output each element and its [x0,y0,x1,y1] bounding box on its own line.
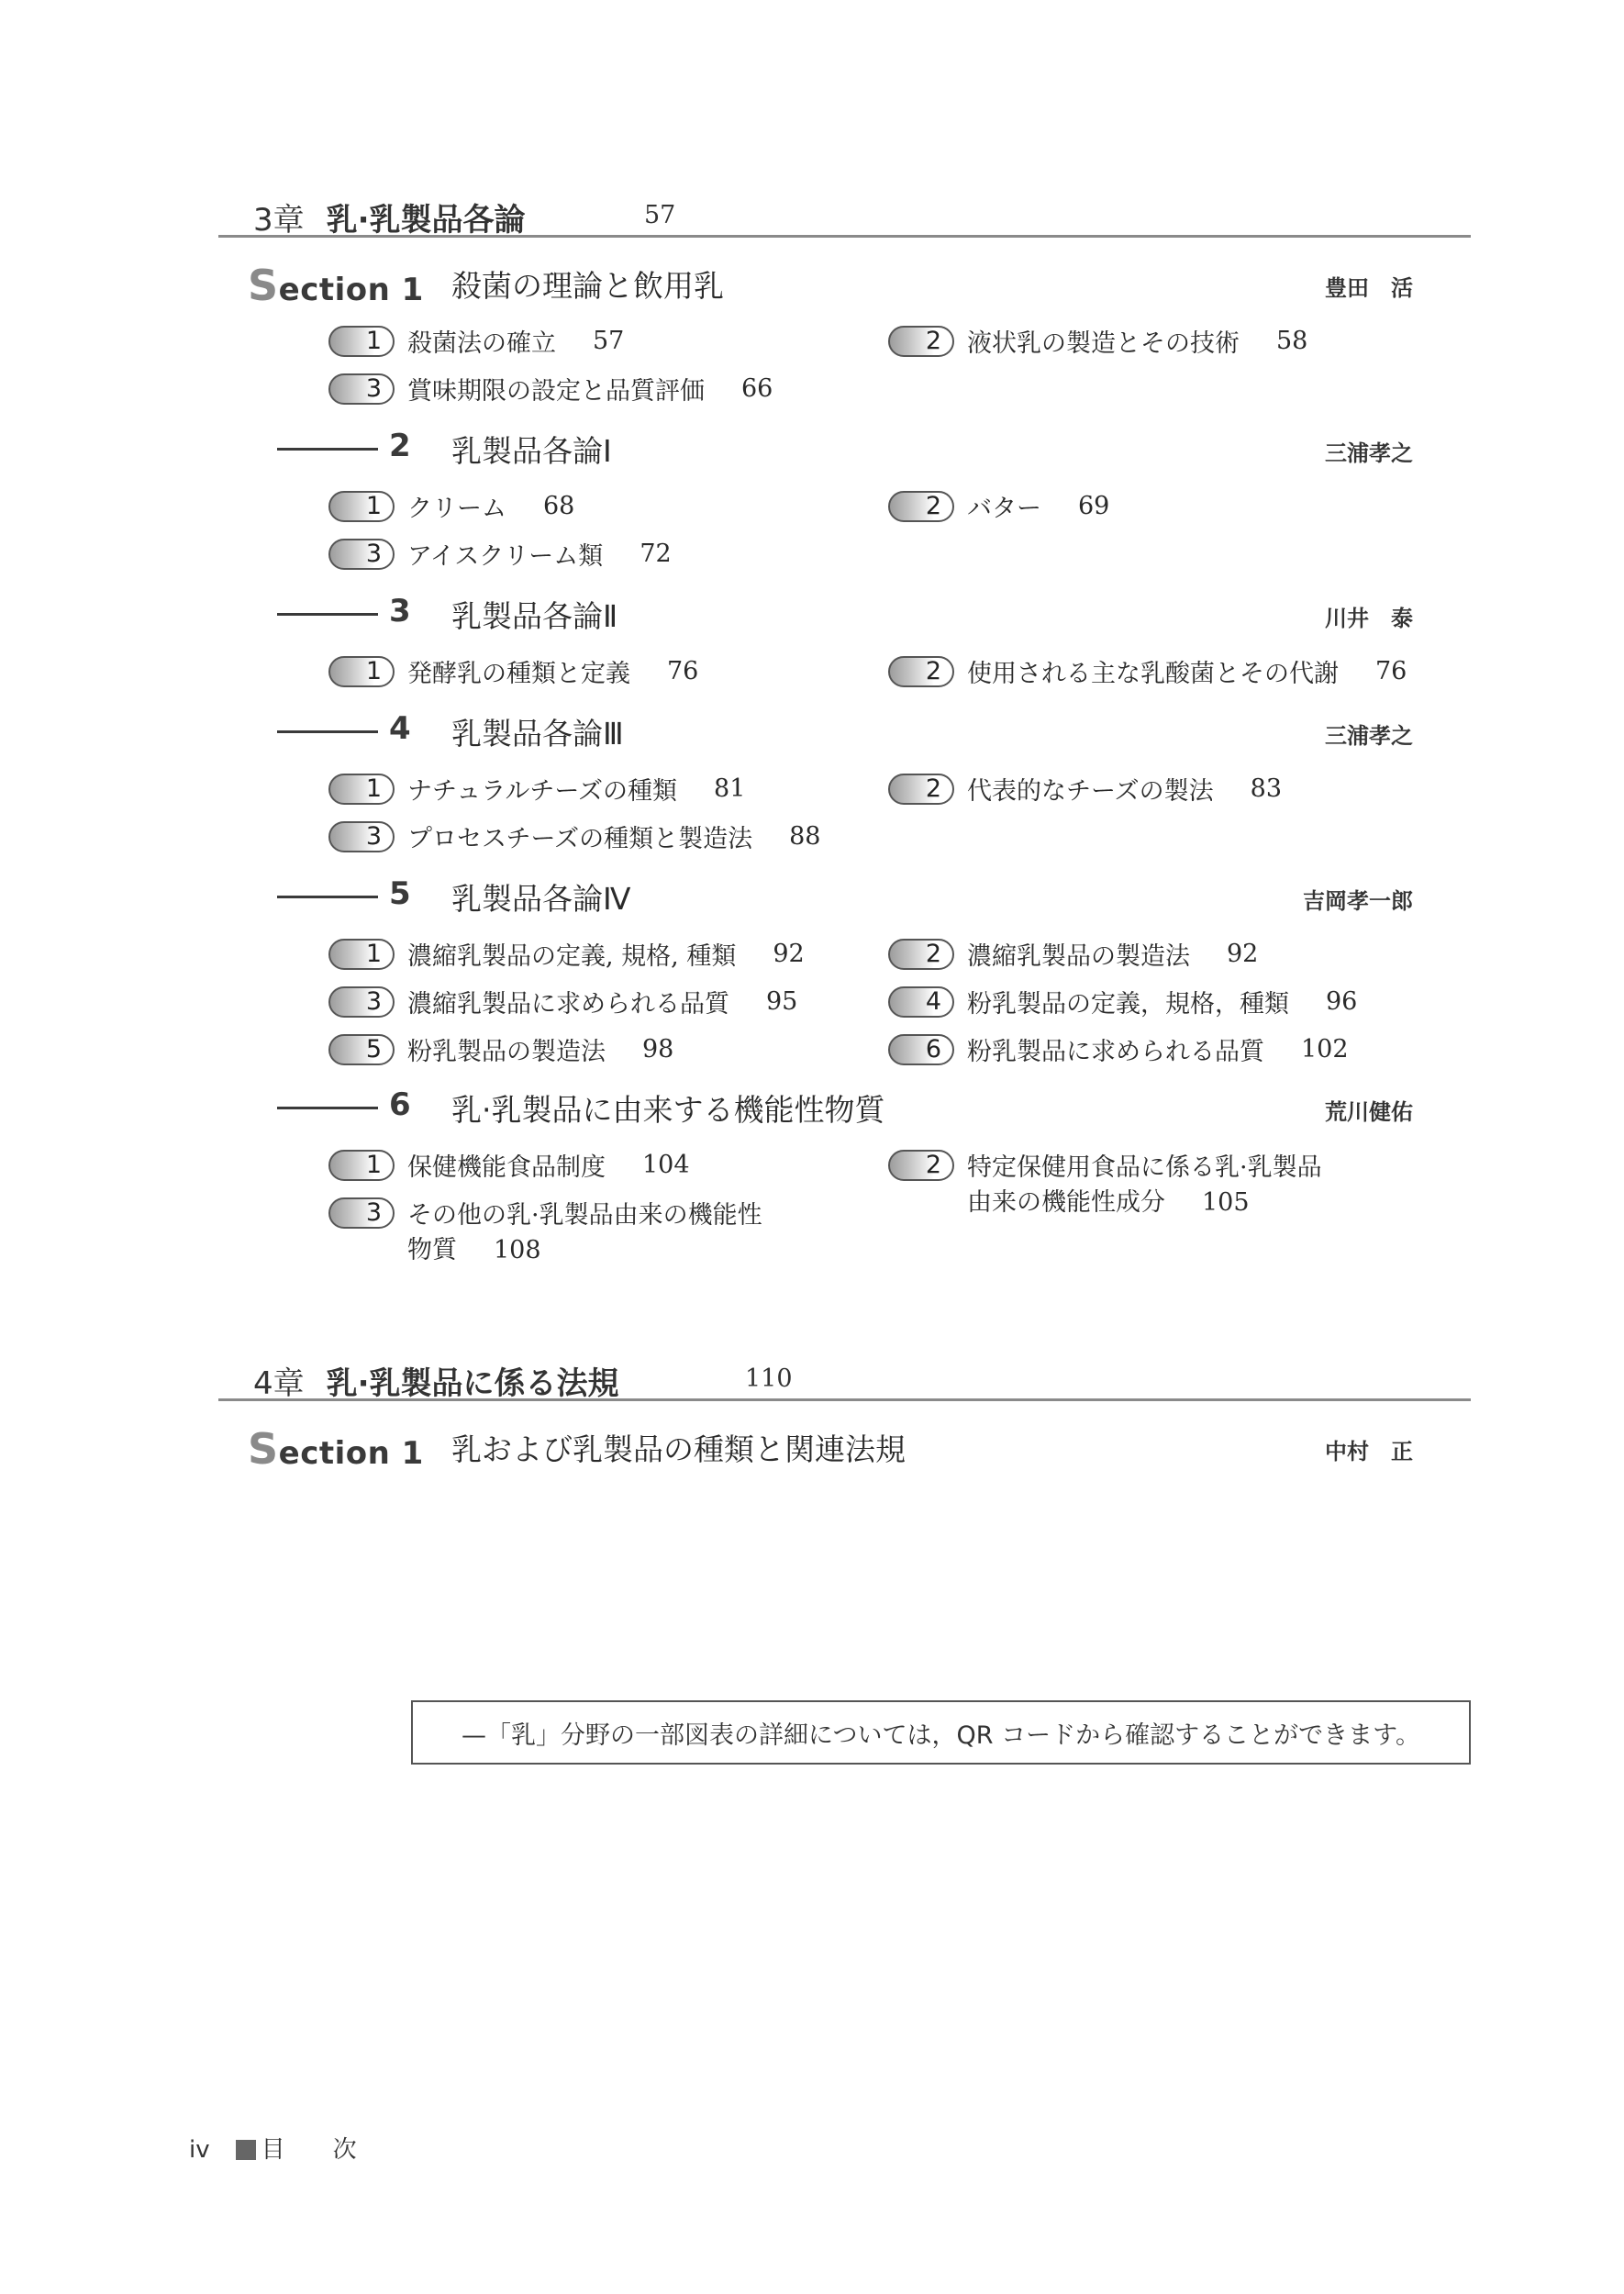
toc-item[interactable] [328,1195,762,1231]
section-author: 三浦孝之 [1325,723,1413,749]
toc-item[interactable] [328,936,805,972]
toc-item[interactable] [888,984,1357,1019]
item-page: 92 [1227,940,1259,968]
item-page: 105 [1202,1188,1250,1217]
item-title: 濃縮乳製品の定義, 規格, 種類 [407,942,737,971]
toc-item[interactable] [888,653,1407,689]
item-number-badge: 2 [888,774,954,805]
toc-item[interactable] [888,1031,1349,1067]
toc-item[interactable] [888,771,1282,807]
item-page: 83 [1250,774,1283,803]
item-number-badge: 1 [328,656,395,687]
item-title: バター [967,495,1041,523]
chapter-3-heading [253,195,526,239]
item-number-badge: 3 [328,539,395,570]
item-title-line2: 由来の機能性成分 [967,1188,1165,1217]
item-page: 108 [494,1236,541,1264]
item-number-badge: 1 [328,939,395,970]
section-author: 川井 泰 [1325,606,1413,631]
item-page: 95 [766,987,798,1016]
section-author: 中村 正 [1325,1439,1413,1464]
item-number-badge: 2 [888,326,954,357]
section-number: 5 [389,875,411,912]
item-title: 粉乳製品に求められる品質 [967,1038,1264,1066]
chapter-title: 乳·乳製品各論 [326,202,526,239]
section-number: 4 [389,710,411,747]
qr-note-text: —「乳」分野の一部図表の詳細については，QR コードから確認することができます。 [462,1720,1420,1750]
toc-item[interactable] [328,1147,690,1183]
item-title: 使用される主な乳酸菌とその代謝 [967,660,1339,688]
item-number-badge: 5 [328,1034,395,1065]
item-number-badge: 4 [888,986,954,1018]
item-number-badge: 1 [328,491,395,522]
toc-item[interactable] [328,771,745,807]
item-title: アイスクリーム類 [407,542,604,571]
item-number-badge: 2 [888,491,954,522]
item-title: ナチュラルチーズの種類 [407,777,678,806]
section-title[interactable]: 乳製品各論Ⅰ [451,433,612,469]
section-dash [277,613,378,616]
item-title: 殺菌法の確立 [407,329,556,358]
toc-item[interactable] [328,1031,673,1067]
toc-item[interactable] [888,936,1258,972]
toc-item[interactable] [328,984,797,1019]
toc-item[interactable] [328,818,820,854]
item-title-continued [407,1230,541,1265]
item-page: 69 [1078,492,1110,520]
item-page: 81 [714,774,746,803]
chapter-4-heading [253,1358,619,1403]
section-number: 2 [389,428,411,464]
item-number-badge: 1 [328,1150,395,1181]
item-title: 濃縮乳製品に求められる品質 [407,990,729,1019]
section-dash [277,448,378,451]
item-title: 粉乳製品の定義，規格，種類 [967,990,1289,1019]
item-title: その他の乳·乳製品由来の機能性 [407,1201,762,1230]
item-title: プロセスチーズの種類と製造法 [407,825,753,853]
item-page: 92 [773,940,805,968]
item-title-continued [967,1182,1250,1218]
item-title: クリーム [407,495,506,523]
toc-item[interactable] [888,323,1307,359]
item-title: 濃縮乳製品の製造法 [967,942,1190,971]
section-number: 3 [389,593,411,629]
item-title-line2: 物質 [407,1236,457,1264]
item-title: 液状乳の製造とその技術 [967,329,1240,358]
chapter-number: 3章 [253,202,305,239]
section-author: 荒川健佑 [1325,1099,1413,1125]
item-title: 粉乳製品の製造法 [407,1038,606,1066]
item-page: 76 [667,657,699,685]
chapter-page[interactable]: 110 [745,1364,793,1393]
section-title[interactable]: 乳製品各論Ⅲ [451,716,624,752]
section-title[interactable]: 乳·乳製品に由来する機能性物質 [451,1092,885,1128]
section-dash [277,1107,378,1109]
section-title[interactable]: 乳製品各論Ⅱ [451,598,618,634]
section-dash [277,896,378,898]
item-number-badge: 1 [328,326,395,357]
section-author: 三浦孝之 [1325,440,1413,466]
toc-item[interactable] [328,653,698,689]
item-page: 102 [1301,1035,1349,1063]
item-title: 保健機能食品制度 [407,1153,606,1182]
chapter-page[interactable]: 57 [644,201,676,229]
qr-note-box [411,1700,1471,1765]
item-page: 58 [1276,327,1308,355]
toc-item[interactable] [888,488,1109,524]
item-title: 特定保健用食品に係る乳·乳製品 [967,1153,1322,1182]
section-label: Section 1 [248,1424,424,1474]
page-number: iv [189,2136,210,2164]
item-title: 代表的なチーズの製法 [967,777,1214,806]
item-number-badge: 2 [888,1150,954,1181]
section-number: 6 [389,1086,411,1123]
item-number-badge: 3 [328,986,395,1018]
toc-item[interactable] [328,371,773,406]
section-author: 豊田 活 [1325,275,1413,301]
item-page: 68 [543,492,575,520]
chapter-divider [218,1398,1471,1401]
item-number-badge: 2 [888,939,954,970]
page-footer [189,2131,357,2165]
item-page: 72 [640,540,672,568]
item-number-badge: 1 [328,774,395,805]
item-page: 66 [741,374,773,403]
toc-item[interactable] [888,1147,1322,1183]
chapter-divider [218,235,1471,238]
chapter-title: 乳·乳製品に係る法規 [326,1365,619,1402]
section-title[interactable]: 乳および乳製品の種類と関連法規 [451,1431,906,1467]
section-label: Section 1 [248,261,424,310]
item-page: 88 [789,822,821,851]
section-dash [277,730,378,733]
item-number-badge: 3 [328,373,395,405]
item-number-badge: 3 [328,1197,395,1229]
chapter-number: 4章 [253,1365,305,1402]
item-number-badge: 3 [328,821,395,852]
item-number-badge: 2 [888,656,954,687]
item-title: 賞味期限の設定と品質評価 [407,377,705,406]
toc-item[interactable] [328,323,624,359]
toc-item[interactable] [328,488,574,524]
item-number-badge: 6 [888,1034,954,1065]
square-bullet-icon [236,2140,256,2160]
item-page: 98 [642,1035,674,1063]
item-page: 96 [1326,987,1358,1016]
section-title[interactable]: 殺菌の理論と飲用乳 [451,268,724,304]
footer-label: 目 次 [261,2136,357,2164]
item-page: 76 [1375,657,1407,685]
toc-item[interactable] [328,536,672,572]
item-page: 104 [642,1151,690,1179]
item-page: 57 [593,327,625,355]
section-author: 吉岡孝一郎 [1303,888,1413,914]
item-title: 発酵乳の種類と定義 [407,660,630,688]
section-title[interactable]: 乳製品各論Ⅳ [451,881,631,917]
